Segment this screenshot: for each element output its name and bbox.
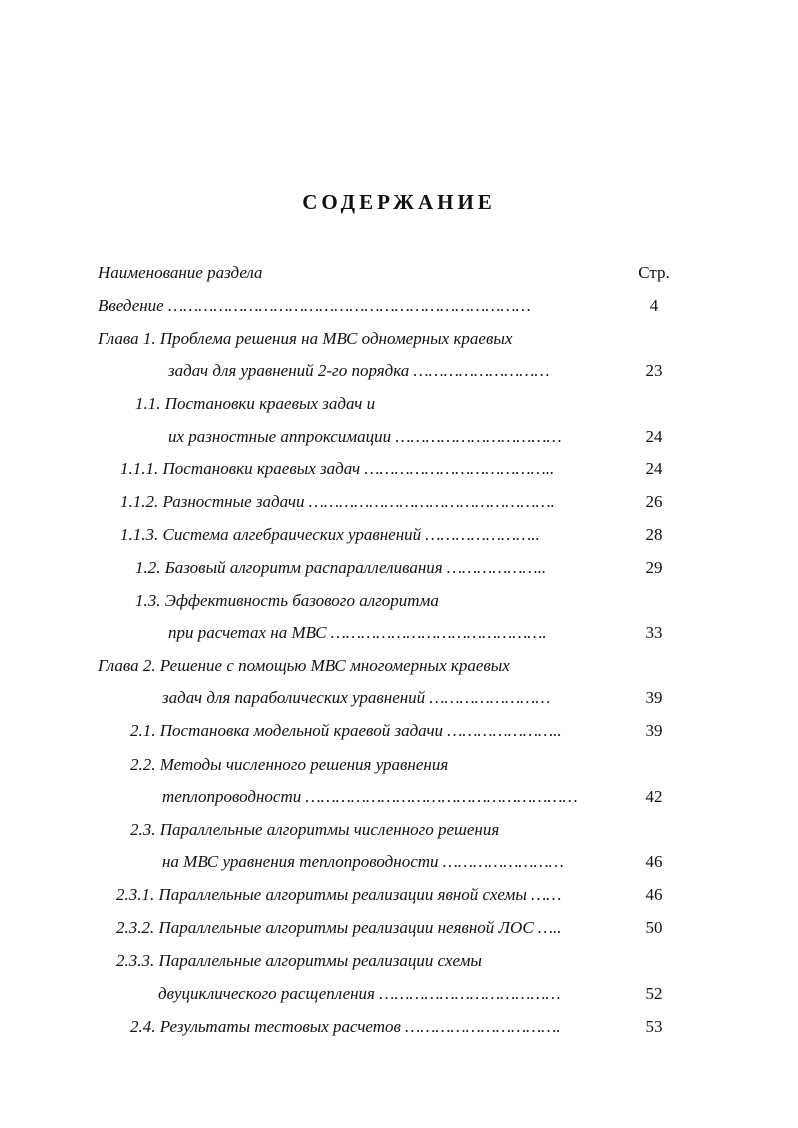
toc-entry-text: 2.3.1. Параллельные алгоритмы реализации явной схемы ……: [116, 885, 562, 904]
toc-entry-page: 33: [645, 623, 663, 642]
toc-entry-page: 46: [645, 852, 663, 871]
toc-entry-page: 39: [645, 721, 663, 740]
toc-entry-text: 1.1.3. Система алгебраических уравнений …………………..: [120, 525, 540, 544]
toc-entry-page: 29: [645, 558, 663, 577]
toc-entry-text: 2.2. Методы численного решения уравнения: [130, 755, 449, 774]
toc-entry-text-continued: двуциклического расщепления ………………………………: [158, 984, 561, 1003]
toc-entry-page: 53: [645, 1017, 663, 1036]
toc-entry-page: 42: [645, 787, 663, 806]
toc-entry-text: 2.3. Параллельные алгоритмы численного решения: [130, 820, 500, 839]
toc-entry-text-continued: задач для параболических уравнений ……………………: [162, 688, 551, 707]
toc-entry-page: 28: [645, 525, 663, 544]
toc-entry-text: 2.4. Результаты тестовых расчетов ………………………….: [130, 1017, 561, 1036]
toc-entry-page: 26: [645, 492, 663, 511]
toc-entry-page: 39: [645, 688, 663, 707]
toc-entry-page: 46: [645, 885, 663, 904]
toc-entry-text: 2.3.3. Параллельные алгоритмы реализации схемы: [116, 951, 482, 970]
toc-entry-text: 2.1. Постановка модельной краевой задачи …………………..: [130, 721, 562, 740]
toc-entry-text: 1.1.2. Разностные задачи ………………………………………….: [120, 492, 555, 511]
toc-entry-page: 50: [645, 918, 663, 937]
toc-entry-text-continued: их разностные аппроксимации ……………………………: [168, 427, 562, 446]
page-column-header: Стр.: [638, 263, 670, 282]
toc-entry-text-continued: теплопроводности ………………………………………………: [162, 787, 578, 806]
toc-entry-page: 4: [649, 296, 659, 315]
toc-entry-text-continued: на МВС уравнения теплопроводности ……………………: [162, 852, 564, 871]
section-column-header: Наименование раздела: [98, 263, 263, 282]
toc-entry-page: 52: [645, 984, 663, 1003]
toc-entry-text: 1.2. Базовый алгоритм распараллеливания ………………..: [135, 558, 547, 577]
toc-entry-text-continued: при расчетах на МВС …………………………………….: [168, 623, 547, 642]
toc-entry-text: Глава 2. Решение с помощью МВС многомерных краевых: [98, 656, 510, 675]
toc-entry-text: Глава 1. Проблема решения на МВС одномерных краевых: [98, 329, 513, 348]
page-title: СОДЕРЖАНИЕ: [302, 190, 496, 214]
toc-entry-text: 1.1.1. Постановки краевых задач ………………………………..: [120, 459, 555, 478]
toc-entry-text: Введение ………………………………………………………………: [98, 296, 531, 315]
toc-entry-text-continued: задач для уравнений 2-го порядка ………………………: [168, 361, 550, 380]
toc-entry-text: 1.3. Эффективность базового алгоритма: [135, 591, 439, 610]
toc-entry-text: 2.3.2. Параллельные алгоритмы реализации неявной ЛОС …..: [116, 918, 562, 937]
toc-entry-text: 1.1. Постановки краевых задач и: [135, 394, 376, 413]
toc-entry-page: 24: [645, 459, 663, 478]
toc-entry-page: 24: [645, 427, 663, 446]
toc-entry-page: 23: [645, 361, 663, 380]
